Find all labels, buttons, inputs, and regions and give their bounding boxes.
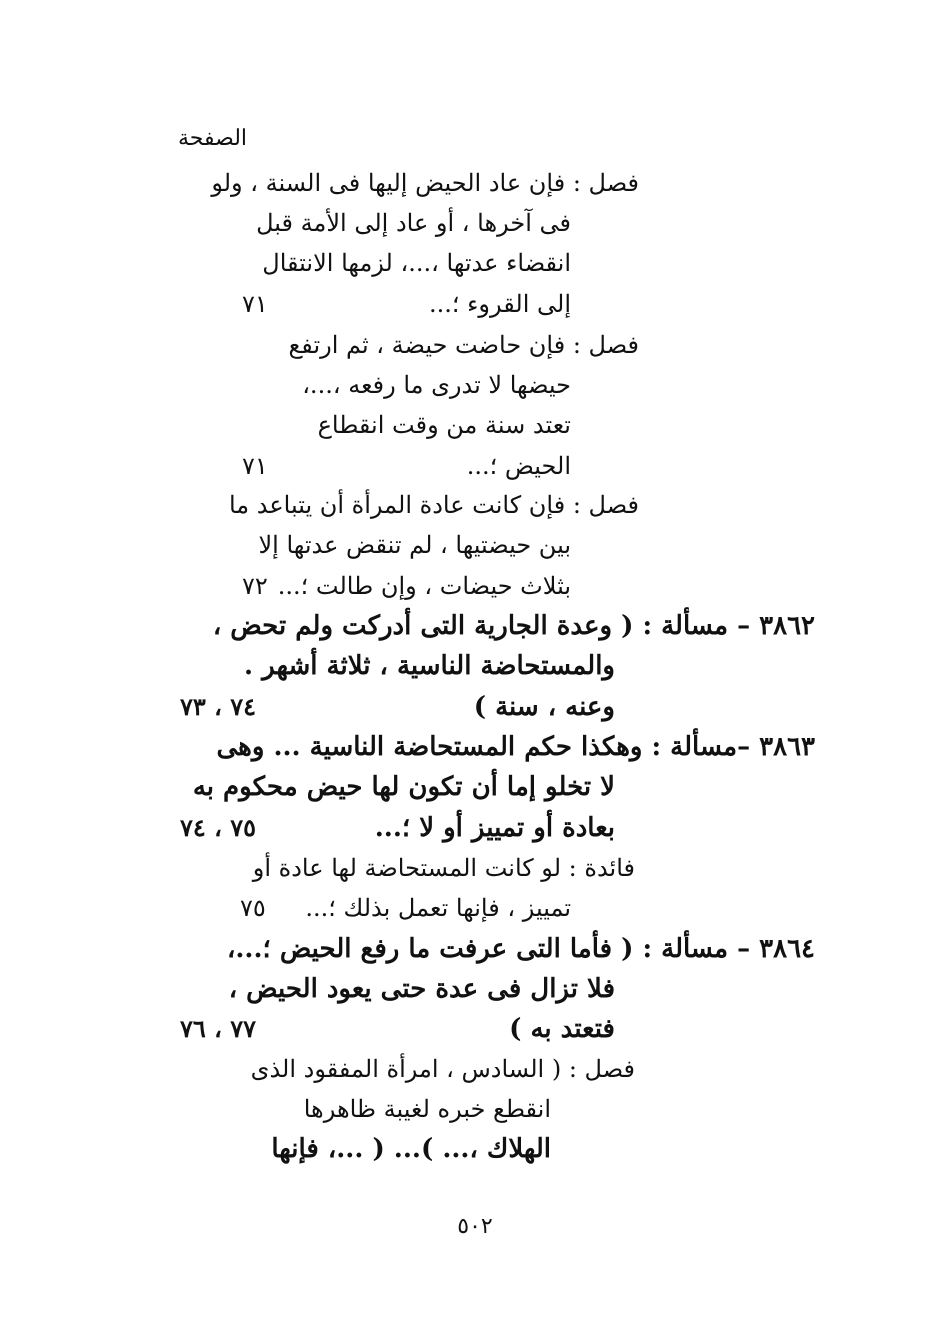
index-line: ٣٨٦٤ – مسألة : ( فأما التى عرفت ما رفع الحيض ؛...، [226,934,815,964]
index-line: ٣٨٦٢ – مسألة : ( وعدة الجارية التى أدركت ولم تحض ، [212,611,815,641]
index-line: فصل : فإن عاد الحيض إليها فى السنة ، ولو [211,169,639,197]
page-column-header: الصفحة [178,126,248,151]
page-reference: ٧٥ ، ٧٤ [180,813,257,842]
index-line: بثلاث حيضات ، وإن طالت ؛... [277,572,571,600]
index-line: الهلاك ،... )... ( ...، فإنها [271,1134,551,1164]
page-reference: ٧٢ [242,572,268,600]
index-line: انقطع خبره لغيبة ظاهرها [303,1095,551,1123]
page-reference: ٧١ [242,290,268,318]
index-line: تعتد سنة من وقت انقطاع [317,411,571,439]
index-line: فتعتد به ) [509,1014,615,1044]
page-reference: ٧٤ ، ٧٣ [180,692,257,721]
index-line: فائدة : لو كانت المستحاضة لها عادة أو [252,854,635,882]
page-reference: ٧٥ [240,894,266,922]
index-line: فصل : فإن كانت عادة المرأة أن يتباعد ما [228,491,639,519]
index-line: فلا تزال فى عدة حتى يعود الحيض ، [228,974,615,1004]
index-line: فصل : فإن حاضت حيضة ، ثم ارتفع [288,331,639,359]
index-line: والمستحاضة الناسية ، ثلاثة أشهر . [244,651,615,681]
index-line: حيضها لا تدرى ما رفعه ،...، [302,371,571,399]
index-line: لا تخلو إما أن تكون لها حيض محكوم به [192,772,615,802]
index-line: ٣٨٦٣ –مسألة : وهكذا حكم المستحاضة الناسية ... وهى [216,732,815,762]
index-line: انقضاء عدتها ،...، لزمها الانتقال [262,249,571,277]
index-line: إلى القروء ؛... [429,290,571,318]
page-reference: ٧٧ ، ٧٦ [180,1014,257,1043]
page-number: ٥٠٢ [457,1214,493,1239]
index-line: بين حيضتيها ، لم تنقض عدتها إلا [258,531,571,559]
index-line: وعنه ، سنة ) [473,692,615,722]
index-line: تمييز ، فإنها تعمل بذلك ؛... [305,894,571,922]
index-line: فى آخرها ، أو عاد إلى الأمة قبل [256,209,571,237]
index-line: بعادة أو تمييز أو لا ؛... [374,813,615,843]
index-line: فصل : ( السادس ، امرأة المفقود الذى [250,1055,635,1083]
index-line: الحيض ؛... [466,452,571,480]
page-reference: ٧١ [242,452,268,480]
